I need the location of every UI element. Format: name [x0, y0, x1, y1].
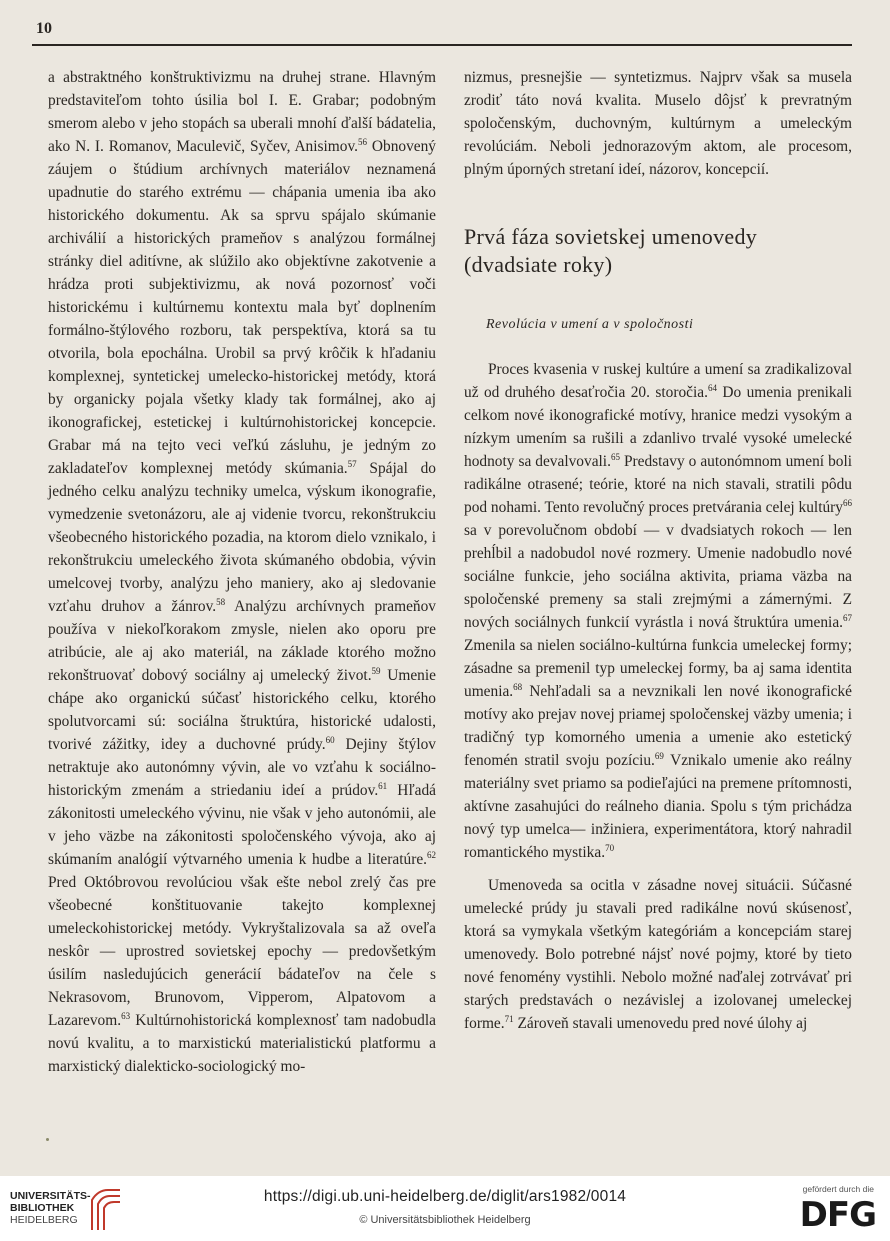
section-subheading: Revolúcia v umení a v spoločnosti — [486, 317, 694, 332]
text-run: Nehľadali sa a nevznikali len nové ikonografické motívy ako prejav novej priamej spoločenskej väzby umenia; i tradičný typ komorného umenia a umenie ako estetický fenomén stratil svoju pozíciu. — [464, 683, 852, 769]
text-run: Spájal do jedného celku analýzu techniky umelca, výskum ikonografie, vymedzenie svetonázoru, ale aj videnie tvorcu, rekonštrukciu všeobecného historického pozadia, na ktorom dielo vznikalo, i rekonštrukciu umeleckého života skúmaného obdobia, vývin umelcovej tvorby, analýzu jeho maniery, ako aj sledovanie vzťahu druhov a žánrov. — [48, 460, 436, 615]
text-run: Pred Októbrovou revolúciou však ešte nebol zrelý čas pre všeobecné konštituovanie takejto komplexnej umeleckohistorickej metódy. Vykryštalizovala sa až oveľa neskôr — uprostred sovietskej epochy — predovšetkým úsilím nasledujúcich generácií bádateľov na čele s Nekrasovom, Brunovom, Vipperom, Alpatovom a Lazarevom. — [48, 874, 436, 1029]
text-run: Predstavy o autonómnom umení boli radikálne otrasené; teórie, ktoré na nich stavali, stratili pôdu pod nohami. Tento revolučný proces pretvárania celej kultúry — [464, 453, 853, 516]
text-run: Do umenia prenikali celkom nové ikonografické motívy, hranice medzi vysokým a nízkym umením sa rušili a zdanlivo trvalé vysoké umelecké hodnoty sa devalvovali. — [464, 384, 853, 470]
body-paragraph — [464, 874, 852, 1035]
text-run: Umenoveda sa ocitla v zásadne novej situácii. Súčasné umelecké prúdy ju stavali pred radikálne novú skúsenosť, ktorá sa vymykala všetkým kategóriám a koncepciám starej umenovedy. Bolo potrebné nájsť nové pojmy, ktoré by tieto nové fenomény vystihli. Nebolo možné naďalej zotrvávať pri starých predstavách o nezávislej a izolovanej umeleckej forme. — [464, 877, 852, 1032]
footnote-ref: 65 — [610, 451, 620, 462]
text-run: sa v porevolučnom období — v dvadsiatych rokoch — len prehĺbil a nadobudol nové rozmery. Umenie nadobudlo nové sociálne funkcie, jeho sociálna aktivita, priama väzba na spoločenské premeny sa stali zrejmými a zámernými. Z nových sociálnych funkcií vyrástla i nová štruktúra umenia. — [464, 522, 852, 631]
text-run: Hľadá zákonitosti umeleckého vývinu, nie však v jeho autonómii, ale v jeho väzbe na zákonitosti spoločenského vývoja, ako aj skúmaním analógií výtvarného umenia k hudbe a literatúre. — [48, 782, 437, 868]
footer-bar — [0, 1176, 890, 1241]
text-run: Analýzu archívnych prameňov používa v niekoľkorakom zmysle, nielen ako oporu pre atribúcie, ale aj ako materiál, na základe ktorého možno rekonštruovať dobový sociálny aj umelecký život. — [48, 598, 436, 684]
text-run: Zároveň stavali umenovedu pred nové úlohy aj — [513, 1015, 808, 1032]
footnote-ref: 67 — [843, 612, 852, 623]
text-run: Kultúrnohistorická komplexnosť tam nadobudla novú kvalitu, a to marxistickú materialistickú platformu a marxistický dialekticko-sociologický mo- — [48, 1012, 436, 1075]
page-number: 10 — [36, 20, 52, 37]
footnote-ref: 57 — [347, 458, 357, 469]
citation-link[interactable]: https://digi.ub.uni-heidelberg.de/diglit/ars1982/0014 — [263, 1188, 627, 1205]
footnote-ref: 69 — [654, 750, 664, 761]
text-run: Obnovený záujem o štúdium archívnych materiálov neznamená upadnutie do starého extrému — chápania umenia iba ako historického dokumentu. Ak sa sprvu spájalo skúmanie archiválií a historických prameňov s analýzou formálnej stránky diel aditívne, ak slúžilo ako objektívne zakotvenie a hrádza proti subjektivizmu, ak nová pozornosť voči historickému i kultúrnemu kontextu mala byť doplnením formálno-štýlového rozboru, tak perspektíva, ktorá sa tu otvorila, bola epochálna. Urobil sa prvý krôčik k hľadaniu komplexnej, syntetickej umelecko-historickej metódy, ktorá by organicky pojala všetky klady tak formálnej, ako aj ikonografickej, estetickej i kultúrnohistorickej koncepcie. Grabar má na tejto veci veľkú zásluhu, je jedným zo zakladateľov komplexnej metódy skúmania. — [48, 138, 436, 477]
left-paragraph — [48, 66, 436, 1078]
library-name-line: HEIDELBERG — [10, 1214, 78, 1226]
copyright-notice: © Universitätsbibliothek Heidelberg — [359, 1214, 531, 1226]
library-name-line: UNIVERSITÄTS- — [10, 1190, 91, 1202]
library-name-line: BIBLIOTHEK — [10, 1202, 75, 1214]
text-run: Dejiny štýlov netraktuje ako autonómny vývin, ale vo vzťahu k sociálno-historickým zmenám a striedaniu ideí a prúdov. — [48, 736, 436, 799]
dfg-logo: DFG — [799, 1195, 876, 1235]
body-paragraph — [464, 358, 852, 864]
footnote-ref: 58 — [216, 596, 226, 607]
intro-paragraph: nizmus, presnejšie — syntetizmus. Najprv však sa musela zrodiť táto nová kvalita. Muselo dôjsť k prevratným spoločenským, duchovným, kultúrnym a umeleckým revolúciám. Neboli jednorazovým aktom, ale procesom, plným úporných stretaní ideí, názorov, koncepcií. — [464, 69, 852, 178]
footnote-ref: 66 — [843, 497, 853, 508]
text-run: Umenie chápe ako organickú súčasť historického celku, ktorého spolutvorcami sú: sociálna štruktúra, historické udalosti, tvorivé zážitky, idey a duchovné prúdy. — [48, 667, 436, 753]
right-column — [464, 66, 852, 1035]
scan-speck — [46, 1138, 49, 1141]
footnote-ref: 56 — [358, 136, 368, 147]
text-run: a abstraktného konštruktivizmu na druhej strane. Hlavným predstaviteľom tohto úsilia bol I. E. Grabar; podobným smerom alebo v jeho stopách sa uberali mnohí ďalší bádatelia, ako N. I. Romanov, Maculevič, Syčev, Anisimov. — [48, 69, 436, 155]
text-run: Proces kvasenia v ruskej kultúre a umení sa zradikalizoval už od druhého desaťročia 20. storočia. — [464, 361, 852, 401]
footnote-ref: 61 — [378, 780, 388, 791]
text-run: Vznikalo umenie ako reálny materiálny svet priamo sa podieľajúci na premene prítomnosti, aktívne zasahujúci do reálneho diania. Spolu s tým prichádza nový typ umelca— inžiniera, experimentátora, ktorý nahradil romantického mystika. — [464, 752, 852, 861]
footnote-ref: 63 — [121, 1010, 131, 1021]
footnote-ref: 59 — [371, 665, 381, 676]
funding-label: gefördert durch die — [802, 1184, 874, 1194]
text-run: Zmenila sa nielen sociálno-kultúrna funkcia umeleckej formy; zásadne sa premenil typ umeleckej formy, ba aj sama identita umenia. — [464, 637, 852, 700]
left-column — [48, 66, 436, 1078]
footnote-ref: 70 — [605, 842, 615, 853]
footnote-ref: 71 — [504, 1013, 514, 1024]
footnote-ref: 60 — [325, 734, 335, 745]
header-rule — [32, 44, 852, 46]
section-heading: Prvá fáza sovietskej umenovedy (dvadsiate roky) — [464, 224, 758, 277]
footnote-ref: 64 — [707, 382, 717, 393]
footnote-ref: 62 — [427, 849, 436, 860]
footnote-ref: 68 — [513, 681, 523, 692]
